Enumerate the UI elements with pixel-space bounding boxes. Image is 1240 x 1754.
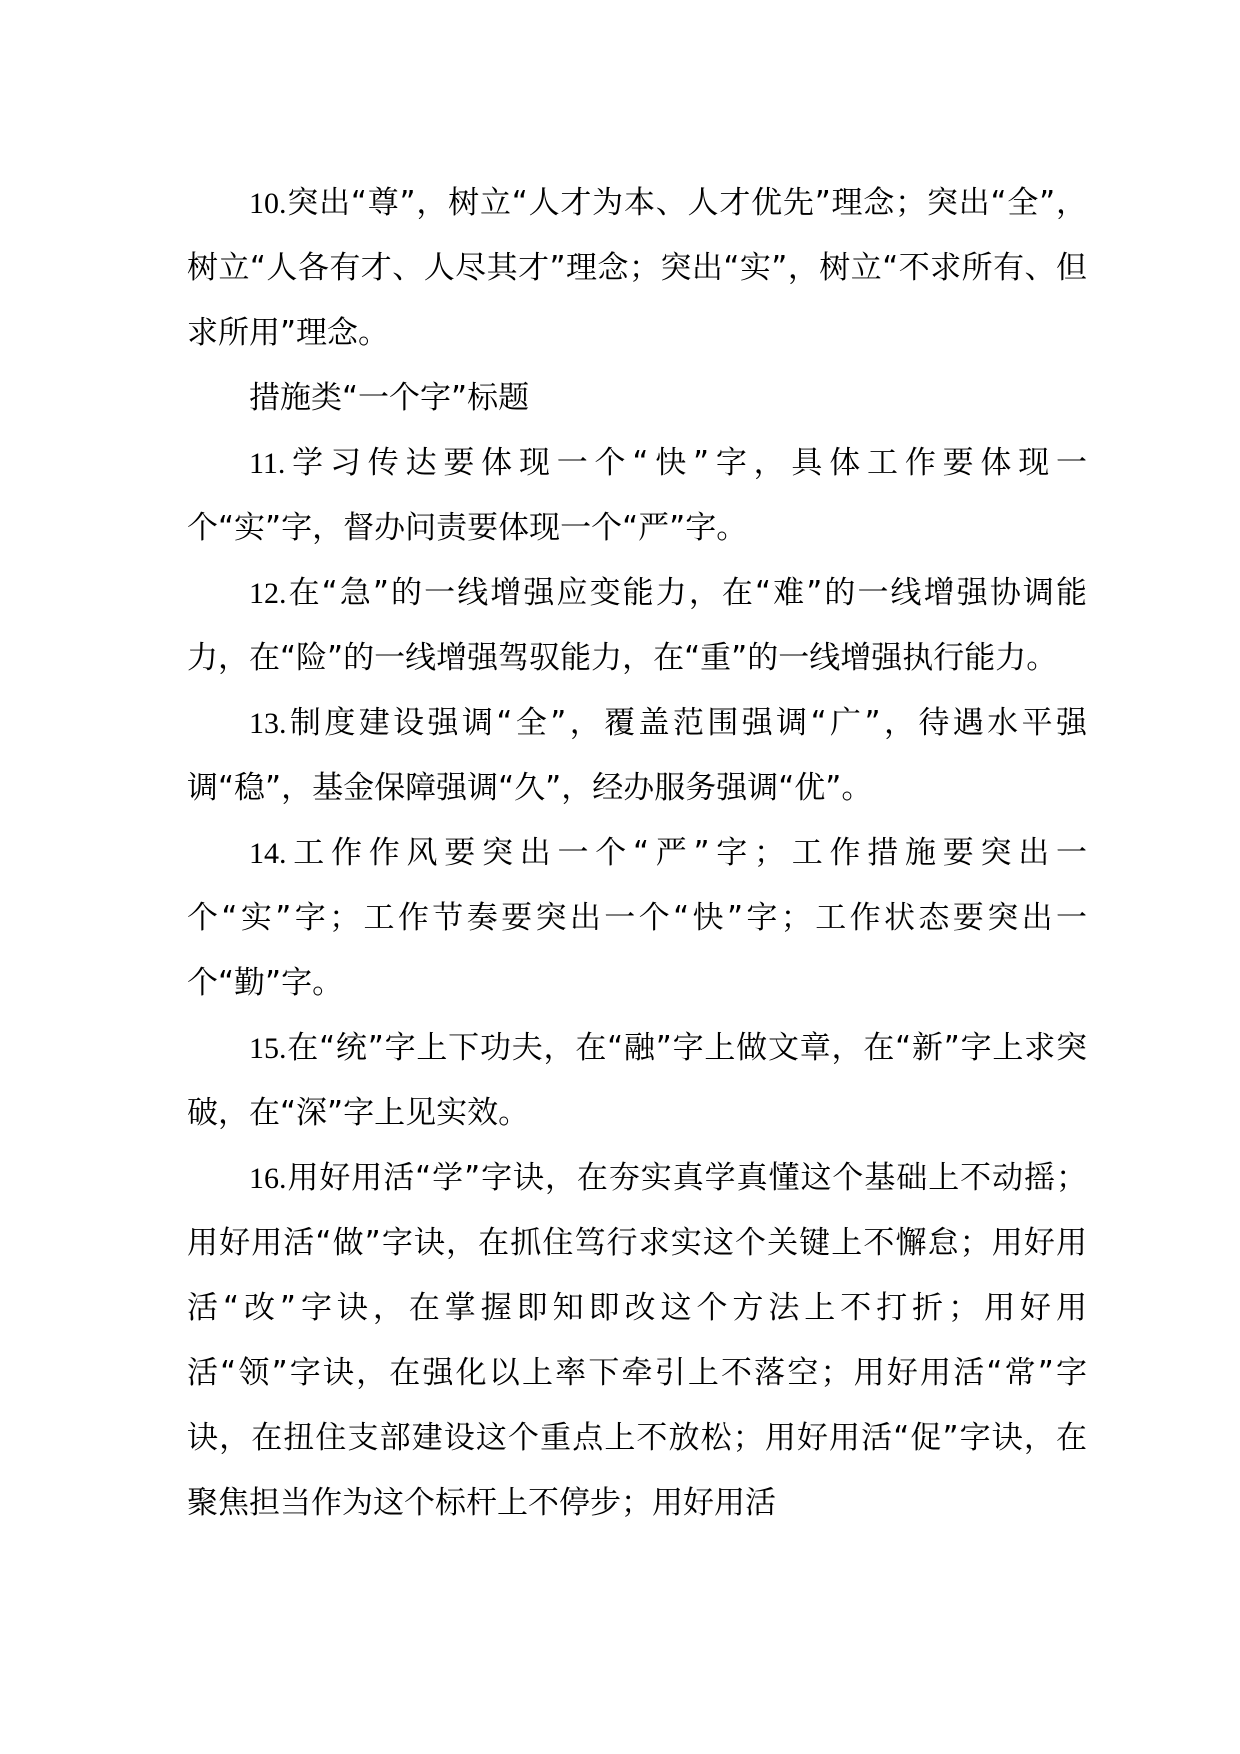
paragraph-10: [187, 171, 1087, 366]
paragraph-14: [187, 821, 1087, 1016]
paragraph-12: [187, 561, 1087, 691]
section-heading: [187, 366, 1087, 431]
paragraph-text: 学习传达要体现一个“快”字，具体工作要体现一个“实”字，督办问责要体现一个“严”字。: [187, 445, 1087, 546]
document-body: [187, 171, 1087, 1536]
paragraph-16: [187, 1146, 1087, 1536]
paragraph-number: 16.: [249, 1162, 287, 1195]
paragraph-number: 15.: [249, 1032, 287, 1065]
paragraph-11: [187, 431, 1087, 561]
paragraph-15: [187, 1016, 1087, 1146]
paragraph-13: [187, 691, 1087, 821]
paragraph-text: 用好用活“学”字诀，在夯实真学真懂这个基础上不动摇；用好用活“做”字诀，在抓住笃行求实这个关键上不懈怠；用好用活“改”字诀，在掌握即知即改这个方法上不打折；用好用活“领”字诀，在强化以上率下牵引上不落空；用好用活“常”字诀，在扭住支部建设这个重点上不放松；用好用活“促”字诀，在聚焦担当作为这个标杆上不停步；用好用活: [187, 1160, 1087, 1521]
heading-text: 措施类“一个字”标题: [249, 380, 530, 416]
paragraph-text: 突出“尊”，树立“人才为本、人才优先”理念；突出“全”，树立“人各有才、人尽其才”理念；突出“实”，树立“不求所有、但求所用”理念。: [187, 185, 1087, 351]
paragraph-number: 12.: [249, 577, 287, 610]
paragraph-text: 制度建设强调“全”，覆盖范围强调“广”，待遇水平强调“稳”，基金保障强调“久”，经办服务强调“优”。: [187, 705, 1087, 806]
paragraph-number: 11.: [249, 447, 286, 480]
paragraph-text: 在“统”字上下功夫，在“融”字上做文章，在“新”字上求突破，在“深”字上见实效。: [187, 1030, 1087, 1131]
paragraph-number: 14.: [249, 837, 287, 870]
paragraph-text: 在“急”的一线增强应变能力，在“难”的一线增强协调能力，在“险”的一线增强驾驭能力，在“重”的一线增强执行能力。: [187, 575, 1087, 676]
paragraph-number: 13.: [249, 707, 287, 740]
paragraph-number: 10.: [249, 187, 287, 220]
paragraph-text: 工作作风要突出一个“严”字；工作措施要突出一个“实”字；工作节奏要突出一个“快”字；工作状态要突出一个“勤”字。: [187, 835, 1087, 1001]
